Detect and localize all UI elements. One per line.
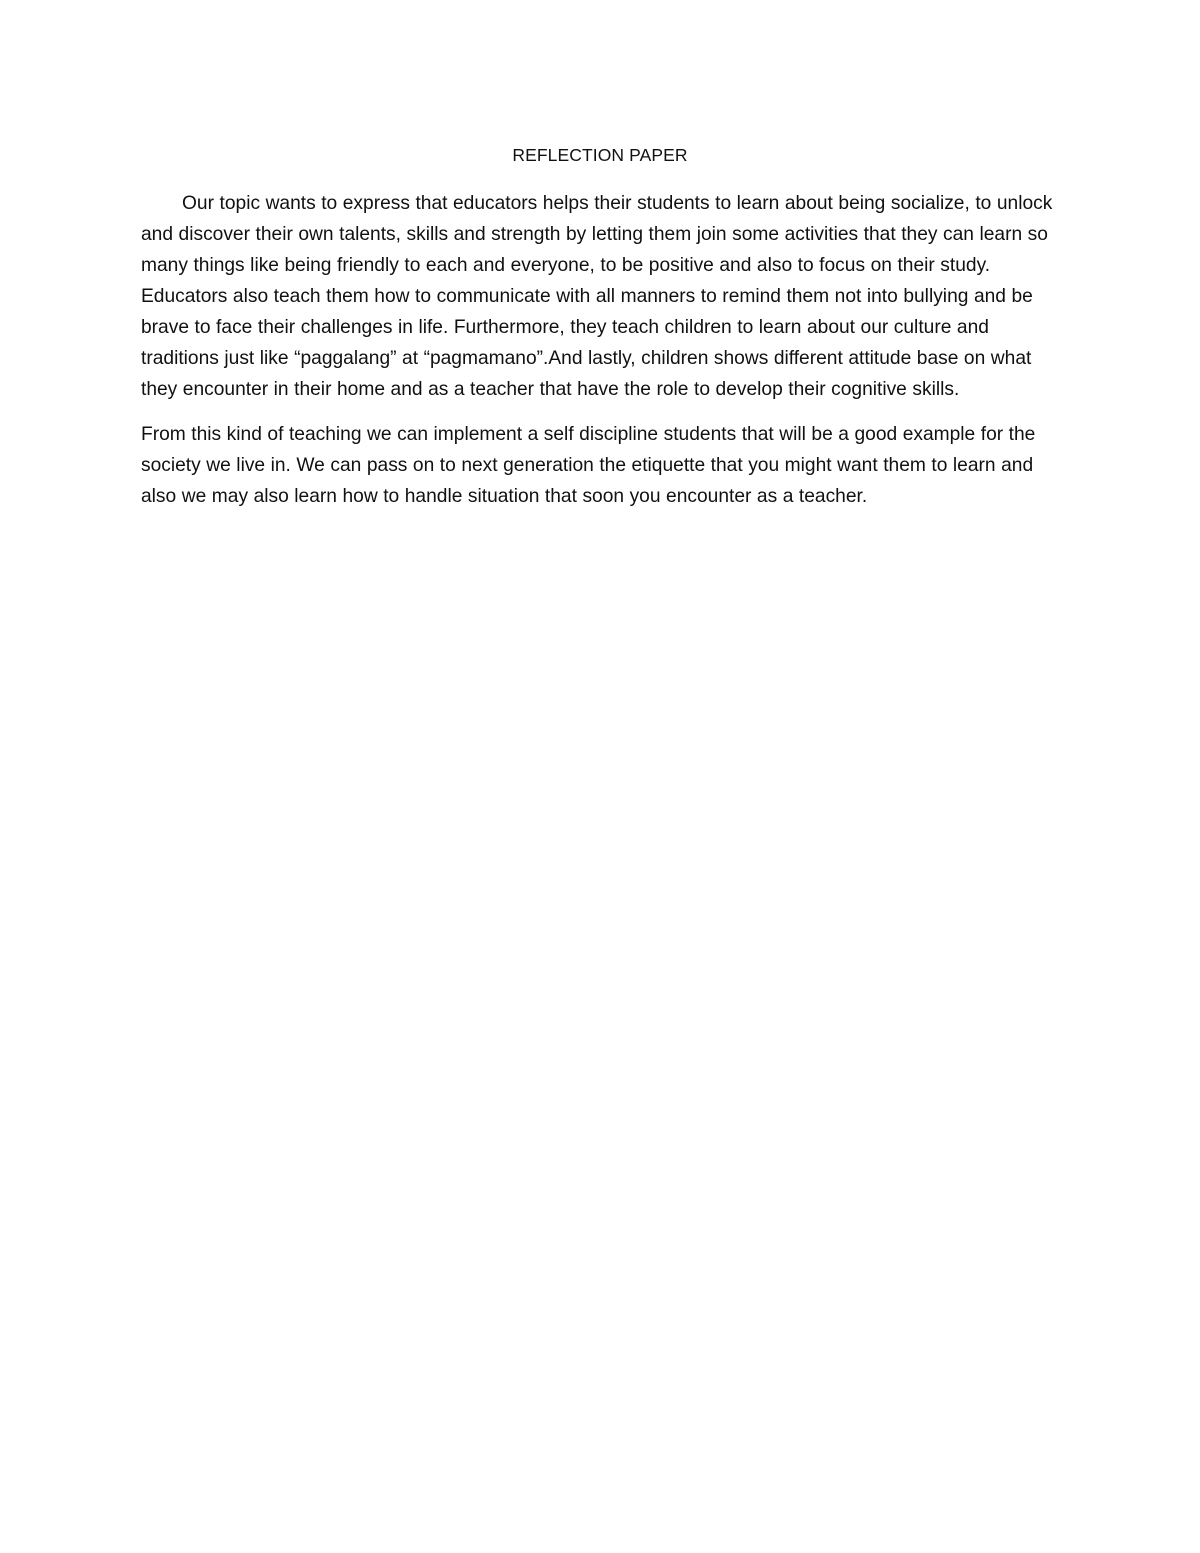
document-body bbox=[141, 140, 1059, 512]
paragraph-1: Our topic wants to express that educators helps their students to learn about being socialize, to unlock and discover their own talents, skills and strength by letting them join some activities that they can learn so many things like being friendly to each and everyone, to be positive and also to focus on their study. Educators also teach them how to communicate with all manners to remind them not into bullying and be brave to face their challenges in life. Furthermore, they teach children to learn about our culture and traditions just like “paggalang” at “pagmamano”.And lastly, children shows different attitude base on what they encounter in their home and as a teacher that have the role to develop their cognitive skills. bbox=[141, 193, 1053, 400]
paragraph-2: From this kind of teaching we can implement a self discipline students that will be a good example for the society we live in. We can pass on to next generation the etiquette that you might want them to learn and also we may also learn how to handle situation that soon you encounter as a teacher. bbox=[141, 424, 1036, 507]
document-title: REFLECTION PAPER bbox=[512, 145, 688, 165]
